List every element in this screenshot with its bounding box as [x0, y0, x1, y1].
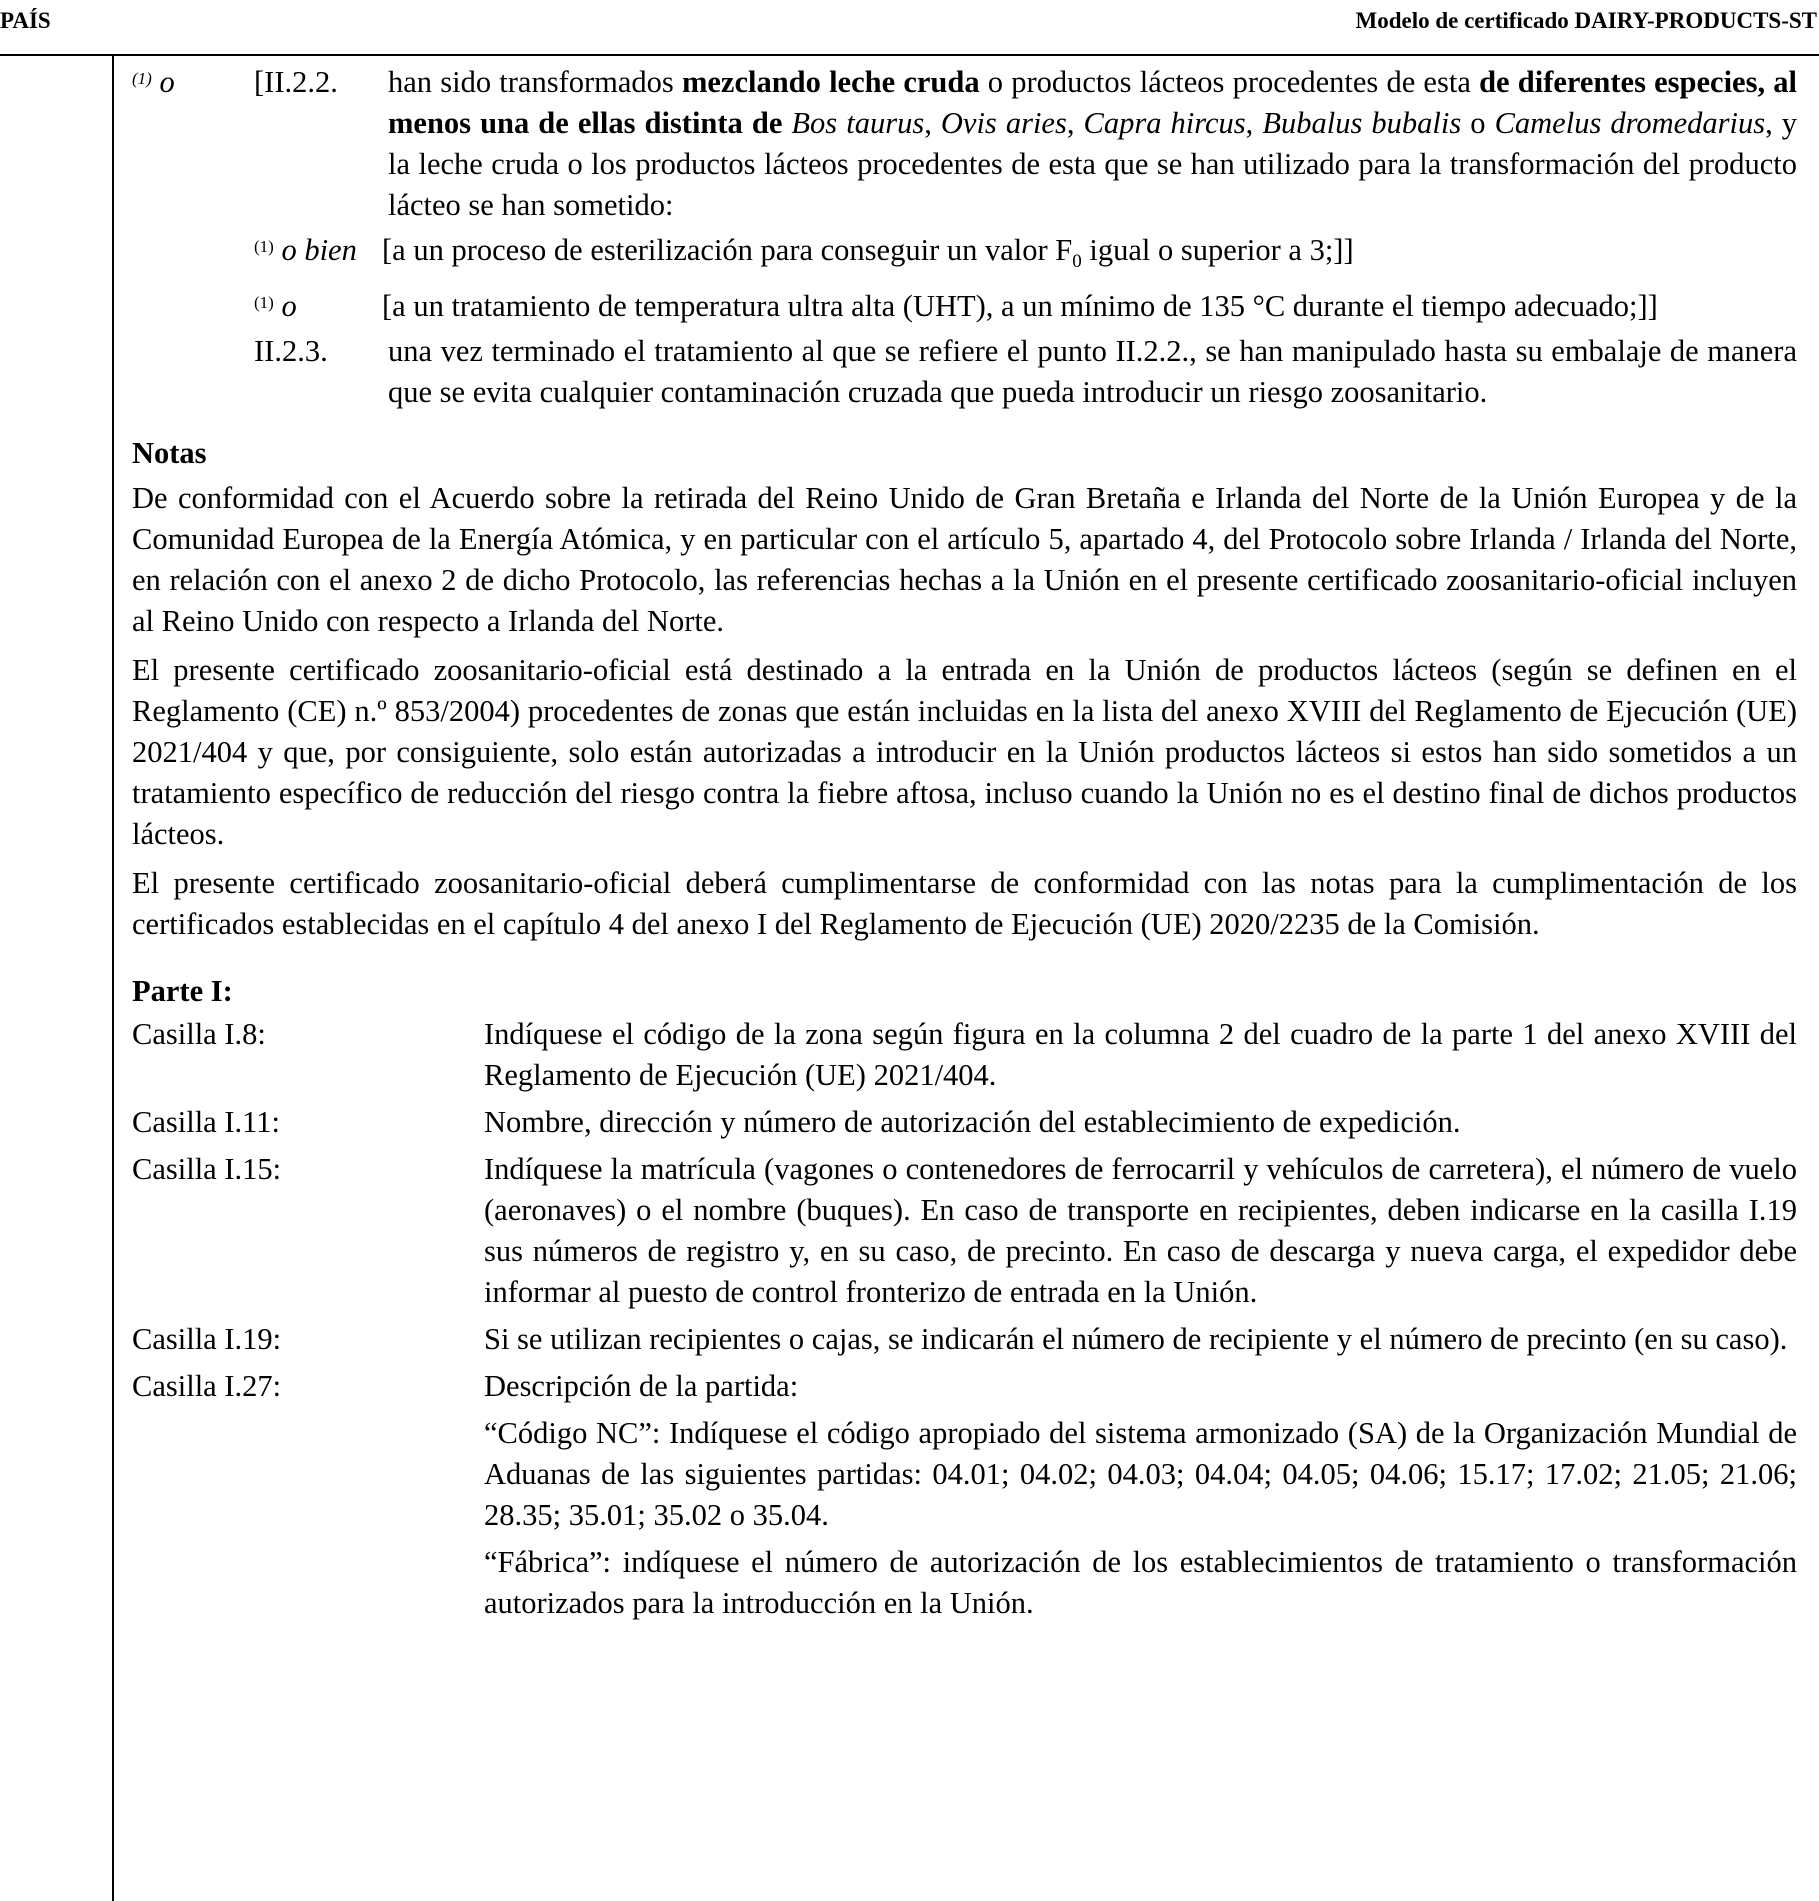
box-label: Casilla I.8:	[132, 1017, 266, 1052]
box-label: Casilla I.27:	[132, 1369, 282, 1404]
item-ii-2-2	[132, 62, 1797, 226]
box-i-11	[132, 1102, 1797, 1143]
option-uht	[132, 286, 1797, 327]
item-ii-2-3	[132, 331, 1797, 413]
box-i-27	[132, 1366, 1797, 1407]
item-code: [II.2.2.	[254, 65, 338, 99]
box-text: Descripción de la partida:	[484, 1369, 799, 1404]
notes-paragraph: El presente certificado zoosanitario-oficial deberá cumplimentarse de conformidad con las notas para la cumplimentación de los certificados establecidas en el capítulo 4 del anexo I del Reglamento de Ejecución (UE) 2020/2235 de la Comisión.	[132, 866, 1797, 942]
document-body	[132, 62, 1797, 1624]
box-label: Casilla I.15:	[132, 1152, 282, 1187]
box-text: Indíquese el código de la zona según figura en la columna 2 del cuadro de la parte 1 del anexo XVIII del Reglamento de Ejecución (UE) 2021/404.	[484, 1017, 1797, 1093]
option-marker: $^{(1)}$ o	[254, 289, 297, 324]
notes-paragraph: El presente certificado zoosanitario-oficial está destinado a la entrada en la Unión de productos lácteos (según se definen en el Reglamento (CE) n.º 853/2004) procedentes de zonas que están incluidas en la lista del anexo XVIII del Reglamento de Ejecución (UE) 2021/404 y que, por consiguiente, solo están autorizadas a introducir en la Unión productos lácteos si estos han sido sometidos a un tratamiento específico de reducción del riesgo contra la fiebre aftosa, incluso cuando la Unión no es el destino final de dichos productos lácteos.	[132, 653, 1797, 852]
box-i-8	[132, 1014, 1797, 1096]
part-i-heading: Parte I:	[132, 974, 233, 1009]
box-text: Si se utilizan recipientes o cajas, se indicarán el número de recipiente y el número de precinto (en su caso).	[484, 1322, 1788, 1357]
margin-rule	[112, 56, 114, 1901]
box-text: Nombre, dirección y número de autorización del establecimiento de expedición.	[484, 1105, 1461, 1140]
box-i-27-establishment: “Fábrica”: indíquese el número de autorización de los establecimientos de tratamiento o transformación autorizados para la introducción en la Unión.	[484, 1545, 1797, 1621]
option-text: [a un tratamiento de temperatura ultra alta (UHT), a un mínimo de 135 °C durante el tiempo adecuado;]]	[382, 289, 1658, 324]
box-label: Casilla I.11:	[132, 1105, 280, 1140]
box-text: Indíquese la matrícula (vagones o contenedores de ferrocarril y vehículos de carretera), el número de vuelo (aeronaves) o el nombre (buques). En caso de transporte en recipientes, deben indicarse en la casilla I.19 sus números de registro y, en su caso, de precinto. En caso de descarga y nueva carga, el expedidor debe informar al puesto de control fronterizo de entrada en la Unión.	[484, 1152, 1797, 1310]
page-header	[0, 0, 1819, 56]
option-text: [a un proceso de esterilización para conseguir un valor $F_0$ igual o superior a 3;]]	[382, 233, 1354, 273]
box-i-19	[132, 1319, 1797, 1360]
certificate-model-label: Modelo de certificado DAIRY-PRODUCTS-ST	[1355, 8, 1817, 33]
item-text: han sido transformados mezclando leche cruda o productos lácteos procedentes de esta de diferentes especies, al menos una de ellas distinta de Bos taurus, Ovis aries, Capra hircus, Bubalus bubalis o Camelus dromedarius, y la leche cruda o los productos lácteos procedentes de esta que se han utilizado para la transformación del producto lácteo se han sometido:	[388, 65, 1798, 222]
option-marker: $^{(1)}$ o bien	[254, 233, 357, 267]
item-code: II.2.3.	[254, 334, 328, 369]
option-marker: $^{(1)}$ o	[132, 65, 175, 99]
notes-heading: Notas	[132, 436, 207, 471]
item-text: una vez terminado el tratamiento al que se refiere el punto II.2.2., se han manipulado hasta su embalaje de manera que se evita cualquier contaminación cruzada que pueda introducir un riesgo zoosanitario.	[388, 334, 1797, 410]
box-i-15	[132, 1149, 1797, 1313]
country-label: PAÍS	[0, 8, 51, 33]
box-i-27-cn-code: “Código NC”: Indíquese el código apropiado del sistema armonizado (SA) de la Organización Mundial de Aduanas de las siguientes partidas: 04.01; 04.02; 04.03; 04.04; 04.05; 04.06; 15.17; 17.02; 21.05; 21.06; 28.35; 35.01; 35.02 o 35.04.	[484, 1416, 1797, 1533]
box-label: Casilla I.19:	[132, 1322, 282, 1357]
option-sterilisation	[132, 230, 1797, 282]
notes-paragraph: De conformidad con el Acuerdo sobre la retirada del Reino Unido de Gran Bretaña e Irlanda del Norte de la Unión Europea y de la Comunidad Europea de la Energía Atómica, y en particular con el artículo 5, apartado 4, del Protocolo sobre Irlanda / Irlanda del Norte, en relación con el anexo 2 de dicho Protocolo, las referencias hechas a la Unión en el presente certificado zoosanitario-oficial incluyen al Reino Unido con respecto a Irlanda del Norte.	[132, 481, 1797, 639]
